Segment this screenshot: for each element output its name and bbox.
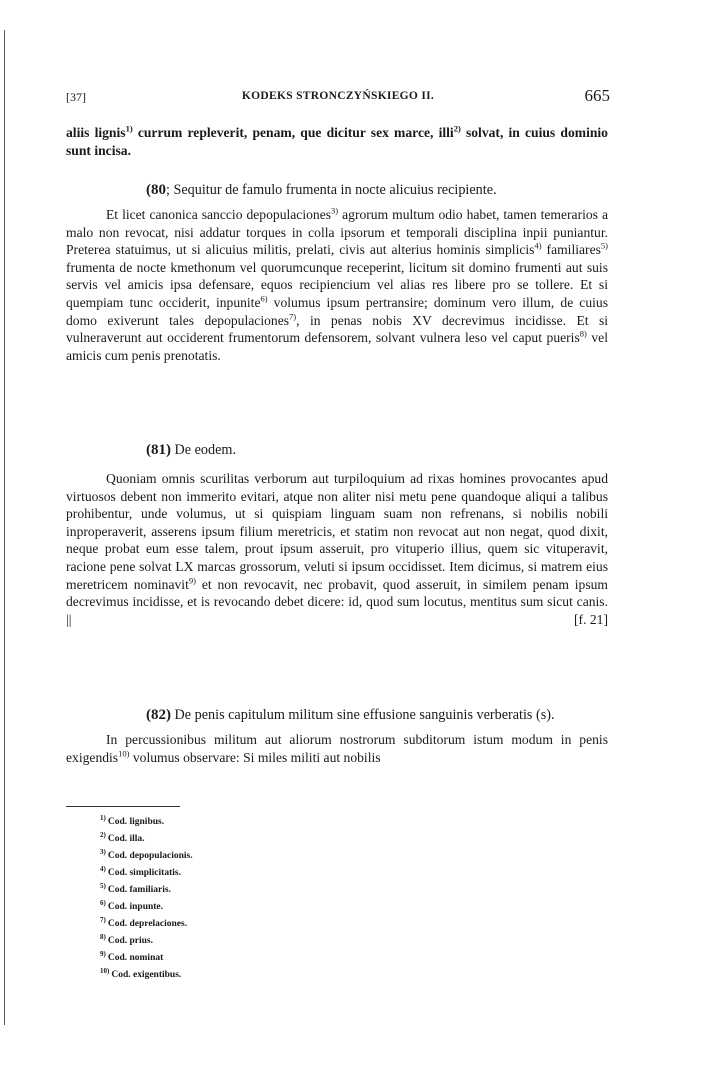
text-span: vel amicis cum penis prenotatis.: [66, 330, 608, 363]
section-title: De eodem.: [171, 442, 237, 458]
footnote-ref: 4): [534, 240, 542, 251]
footnote-text: Cod. illa.: [107, 834, 145, 844]
footnote: [100, 865, 193, 882]
footnote-ref: 2): [453, 123, 461, 134]
footnote-number: 8): [100, 932, 106, 941]
footnote: [100, 831, 193, 848]
text-span: volumus observare: Si miles militi aut nobilis: [129, 749, 381, 765]
footnote-number: 9): [100, 949, 106, 958]
footnote-text: Cod. inpunte.: [107, 902, 164, 912]
scan-margin-line: [4, 30, 5, 1025]
section-80-paragraph: [66, 206, 608, 364]
footnote-ref: 1): [125, 123, 133, 134]
footnote-ref: 9): [188, 575, 196, 586]
footnote-ref: 8): [579, 328, 587, 339]
folio-marker: [f. 21]: [574, 611, 608, 627]
section-82-paragraph: [66, 731, 608, 766]
footnote-text: Cod. nominat: [107, 953, 164, 963]
footnote-ref: 7): [289, 311, 297, 322]
section-81-paragraph: [66, 470, 608, 628]
footnote-text: Cod. deprelaciones.: [107, 919, 188, 929]
header-title: KODEKS STRONCZYŃSKIEGO II.: [241, 90, 435, 102]
running-header: [66, 86, 610, 110]
section-number: (80: [146, 182, 166, 198]
text-span: volumus ipsum pertransire; dominum vero illum, de cuius domo exiverunt tales depopulaciones: [66, 294, 608, 328]
footnote-ref: 5): [600, 240, 608, 251]
section-title: ; Sequitur de famulo frumenta in nocte alicuius recipiente.: [166, 182, 497, 198]
section-number: (81): [146, 442, 171, 458]
text-span: currum repleverit, penam, que dicitur sex marce, illi: [132, 125, 454, 140]
section-81: [66, 441, 608, 628]
text-span: solvat, in cuius dominio sunt incisa.: [66, 125, 608, 158]
footnote-text: Cod. familiaris.: [107, 885, 171, 895]
page-number: 665: [584, 86, 610, 105]
footnote-text: Cod. prius.: [107, 936, 153, 946]
footnote-number: 1): [100, 813, 106, 822]
footnote-text: Cod. simplicitatis.: [107, 868, 181, 878]
text-span: aliis lignis: [66, 125, 126, 140]
footnote-number: 4): [100, 864, 106, 873]
footnote-divider: [66, 806, 180, 807]
footnote: [100, 882, 193, 899]
section-number: (82): [146, 707, 171, 723]
continuation-paragraph: [66, 124, 608, 159]
text-span: Quoniam omnis scurilitas verborum aut turpiloquium ad rixas homines provocantes apud virtuosos debent non immerito evitari, atque non aliter nisi metu pene quandoque aliqui a talibus prohibentur, unde volumus, ut si quispiam linguam suam non refrenans, si nobilis nobili inproperaverit, asserens ipsum filium meretricis, et statim non revocat aut non negat, quod dixit, neque probat eum esse talem, prout ipsum asseruit, pro vituperio illius, quem sic vituperavit, racione pene solvat LX marcas grossorum, veluti si ipsum occidisset. Item dicimus, si matrem eius meretricem nominavit: [66, 471, 608, 592]
section-82-heading: [66, 706, 608, 725]
footnote-text: Cod. lignibus.: [107, 817, 165, 827]
footnote-ref: 10): [118, 748, 130, 759]
footnote-number: 7): [100, 915, 106, 924]
footnote-ref: 6): [260, 293, 268, 304]
footnote-number: 5): [100, 881, 106, 890]
section-81-heading: [66, 441, 608, 460]
footnote: [100, 848, 193, 865]
section-80: [66, 181, 608, 364]
footnote: [100, 899, 193, 916]
text-span: agrorum multum odio habet, tamen temerarios a malo non revocat, nisi addatur torques in colla ipsorum et temporali disciplina inpii puniantur. Preterea statuimus, ut si alicuius militis, prelati, civis aut alterius hominis simplicis: [66, 207, 608, 258]
footnote-number: 3): [100, 847, 106, 856]
text-span: et non revocavit, nec probavit, quod asseruit, in similem penam ipsum decrevimus incidisse, et is revocando debet dicere: id, quod sum locutus, mentitus sum sicut canis. ||: [66, 576, 608, 627]
footnote: [100, 814, 193, 831]
footnote: [100, 950, 193, 967]
footnote-ref: 3): [331, 205, 339, 216]
text-span: In percussionibus militum aut aliorum nostrorum subditorum istum modum in penis exigendis: [66, 732, 608, 765]
footnote-text: Cod. depopulacionis.: [107, 851, 193, 861]
footnote-number: 10): [100, 966, 110, 975]
header-section-number: [37]: [66, 90, 86, 104]
footnotes: [100, 814, 193, 984]
text-span: frumenta de nocte kmethonum vel quorumcunque receperint, licitum sit domino frumenti aut suis servis vel amicis ipsa defensare, equos recipiencium vel alias res libere pro se tollere. Et si quempiam tunc occiderit, inpunite: [66, 259, 608, 310]
text-span: Et licet canonica sanccio depopulaciones: [106, 207, 332, 222]
section-82: [66, 706, 608, 766]
footnote: [100, 933, 193, 950]
footnote: [100, 967, 193, 984]
footnote-text: Cod. exigentibus.: [111, 970, 182, 980]
footnote: [100, 916, 193, 933]
text-span: , in penas nobis XV decrevimus incidisse. Et si vulneraverunt aut occiderent frumentorum defensorem, solvant vulnera leso vel caput pueris: [66, 312, 609, 346]
section-80-heading: [66, 181, 608, 200]
footnote-number: 6): [100, 898, 106, 907]
text-span: familiares: [541, 242, 601, 258]
footnote-number: 2): [100, 830, 106, 839]
section-title: De penis capitulum militum sine effusione sanguinis verberatis (s).: [171, 707, 555, 723]
